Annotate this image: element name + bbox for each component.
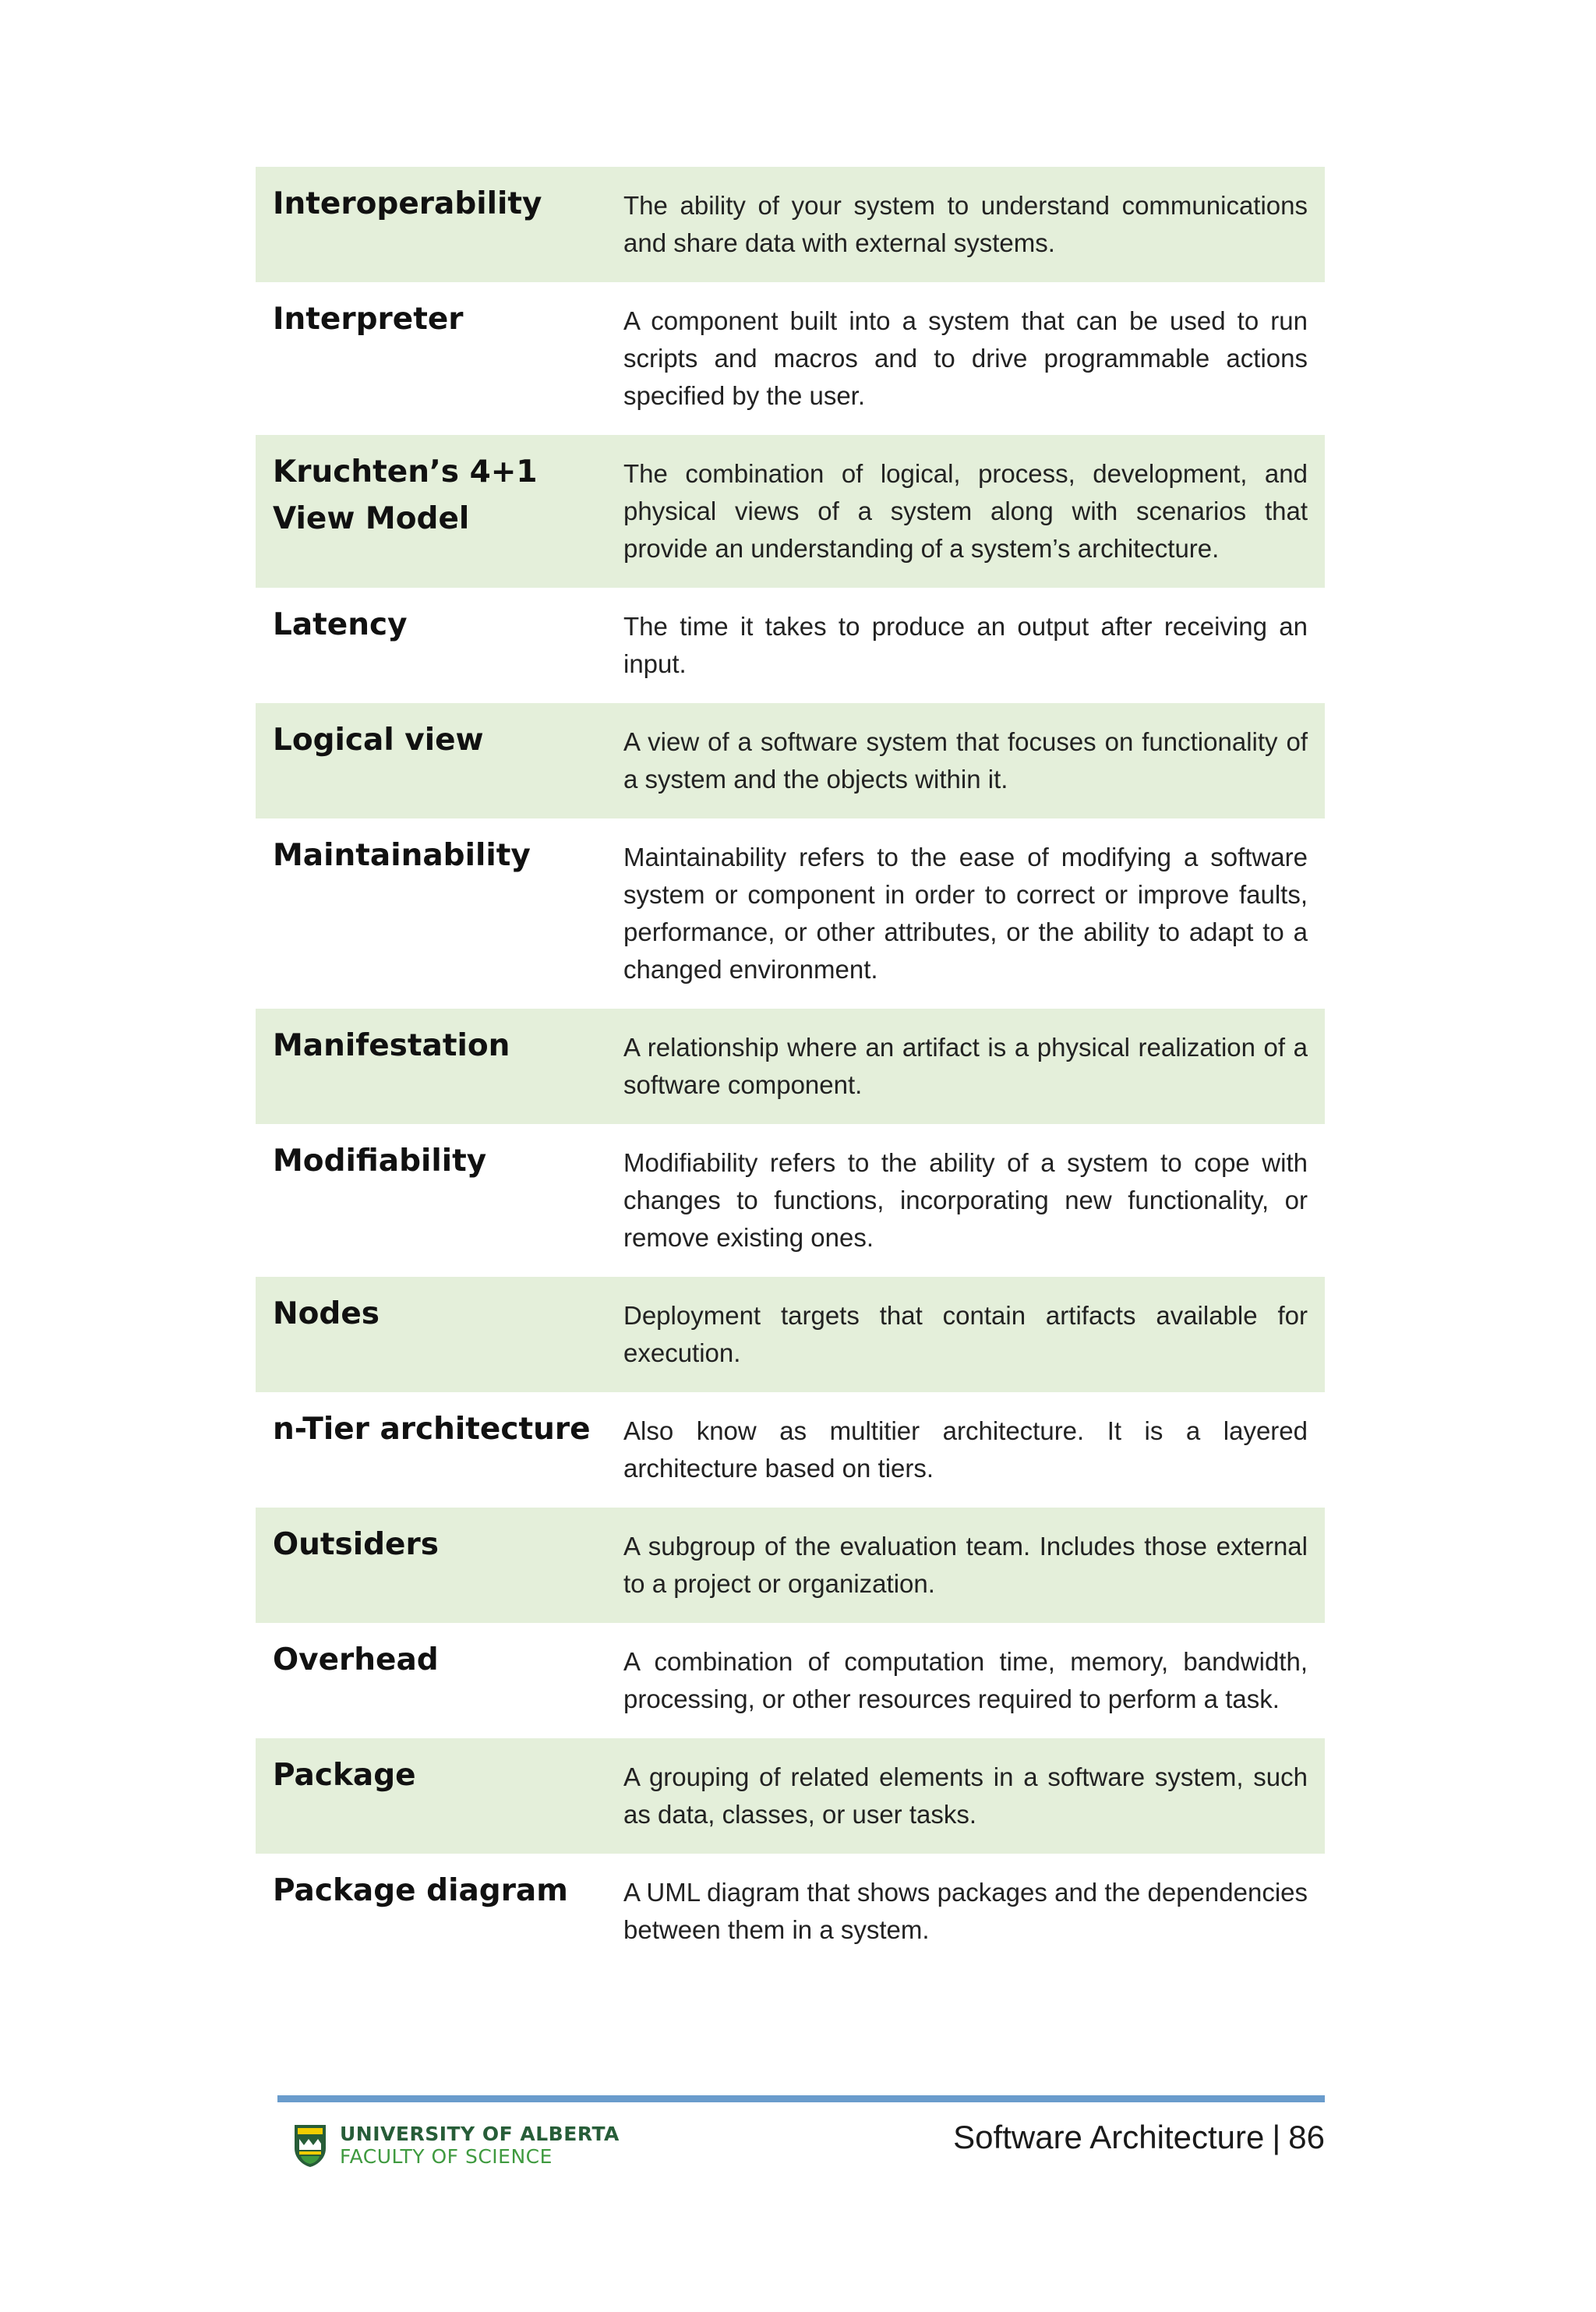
glossary-term: Modifiability [273,1144,487,1179]
glossary-row [256,282,1325,435]
glossary-definition: Also know as multitier architecture. It is a layered architecture based on tiers. [623,1416,1308,1483]
footer-separator: | [1272,2119,1281,2155]
glossary-term: Kruchten’s 4+1 View Model [273,454,538,536]
glossary-definition: A view of a software system that focuses on functionality of a system and the objects within it. [623,727,1308,794]
glossary-definition: A component built into a system that can be used to run scripts and macros and to drive programmable actions specified by the user. [623,306,1308,410]
glossary-row [256,1277,1325,1392]
glossary-row [256,1392,1325,1508]
glossary-table [256,167,1325,1969]
glossary-row [256,1009,1325,1124]
glossary-definition: The time it takes to produce an output after receiving an input. [623,612,1308,678]
glossary-row [256,818,1325,1009]
glossary-definition: Maintainability refers to the ease of modifying a software system or component in order to correct or improve faults, performance, or other attributes, or the ability to adapt to a changed environment. [623,843,1308,984]
logo-faculty-name: FACULTY OF SCIENCE [340,2145,553,2168]
glossary-definition: A grouping of related elements in a software system, such as data, classes, or user tasks. [623,1762,1308,1829]
page-number: 86 [1288,2119,1325,2155]
university-crest-icon [293,2122,327,2169]
glossary-definition: Modifiability refers to the ability of a system to cope with changes to functions, incorporating new functionality, or remove existing ones. [623,1148,1308,1252]
glossary-definition: A relationship where an artifact is a physical realization of a software component. [623,1033,1308,1099]
glossary-term: Logical view [273,723,484,758]
glossary-row [256,703,1325,818]
glossary-row [256,435,1325,588]
glossary-row [256,1124,1325,1277]
glossary-row [256,167,1325,282]
glossary-term: Package [273,1758,416,1793]
glossary-term: Latency [273,607,408,642]
glossary-definition: A subgroup of the evaluation team. Includes those external to a project or organization. [623,1532,1308,1598]
book-title: Software Architecture [953,2119,1265,2155]
glossary-definition: A UML diagram that shows packages and the dependencies between them in a system. [623,1878,1308,1944]
university-logo [293,2122,620,2169]
glossary-term: Package diagram [273,1873,568,1908]
glossary-definition: The combination of logical, process, development, and physical views of a system along with scenarios that provide an understanding of a system’s architecture. [623,459,1308,563]
glossary-term: Overhead [273,1642,439,1677]
glossary-term: n-Tier architecture [273,1412,591,1447]
glossary-row [256,1854,1325,1969]
glossary-definition: A combination of computation time, memory, bandwidth, processing, or other resources required to perform a task. [623,1647,1308,1713]
glossary-term: Maintainability [273,838,531,873]
glossary-definition: Deployment targets that contain artifacts available for execution. [623,1301,1308,1367]
glossary-term: Interoperability [273,186,542,221]
glossary-term: Nodes [273,1296,380,1331]
page-footer [953,2119,1325,2156]
glossary-row [256,588,1325,703]
footer-divider [277,2095,1325,2102]
glossary-row [256,1623,1325,1738]
glossary-term: Interpreter [273,302,464,337]
logo-university-name: UNIVERSITY OF ALBERTA [340,2123,620,2145]
glossary-row [256,1508,1325,1623]
glossary-definition: The ability of your system to understand communications and share data with external systems. [623,191,1308,257]
glossary-term: Manifestation [273,1028,510,1063]
glossary-term: Outsiders [273,1527,439,1562]
glossary-row [256,1738,1325,1854]
